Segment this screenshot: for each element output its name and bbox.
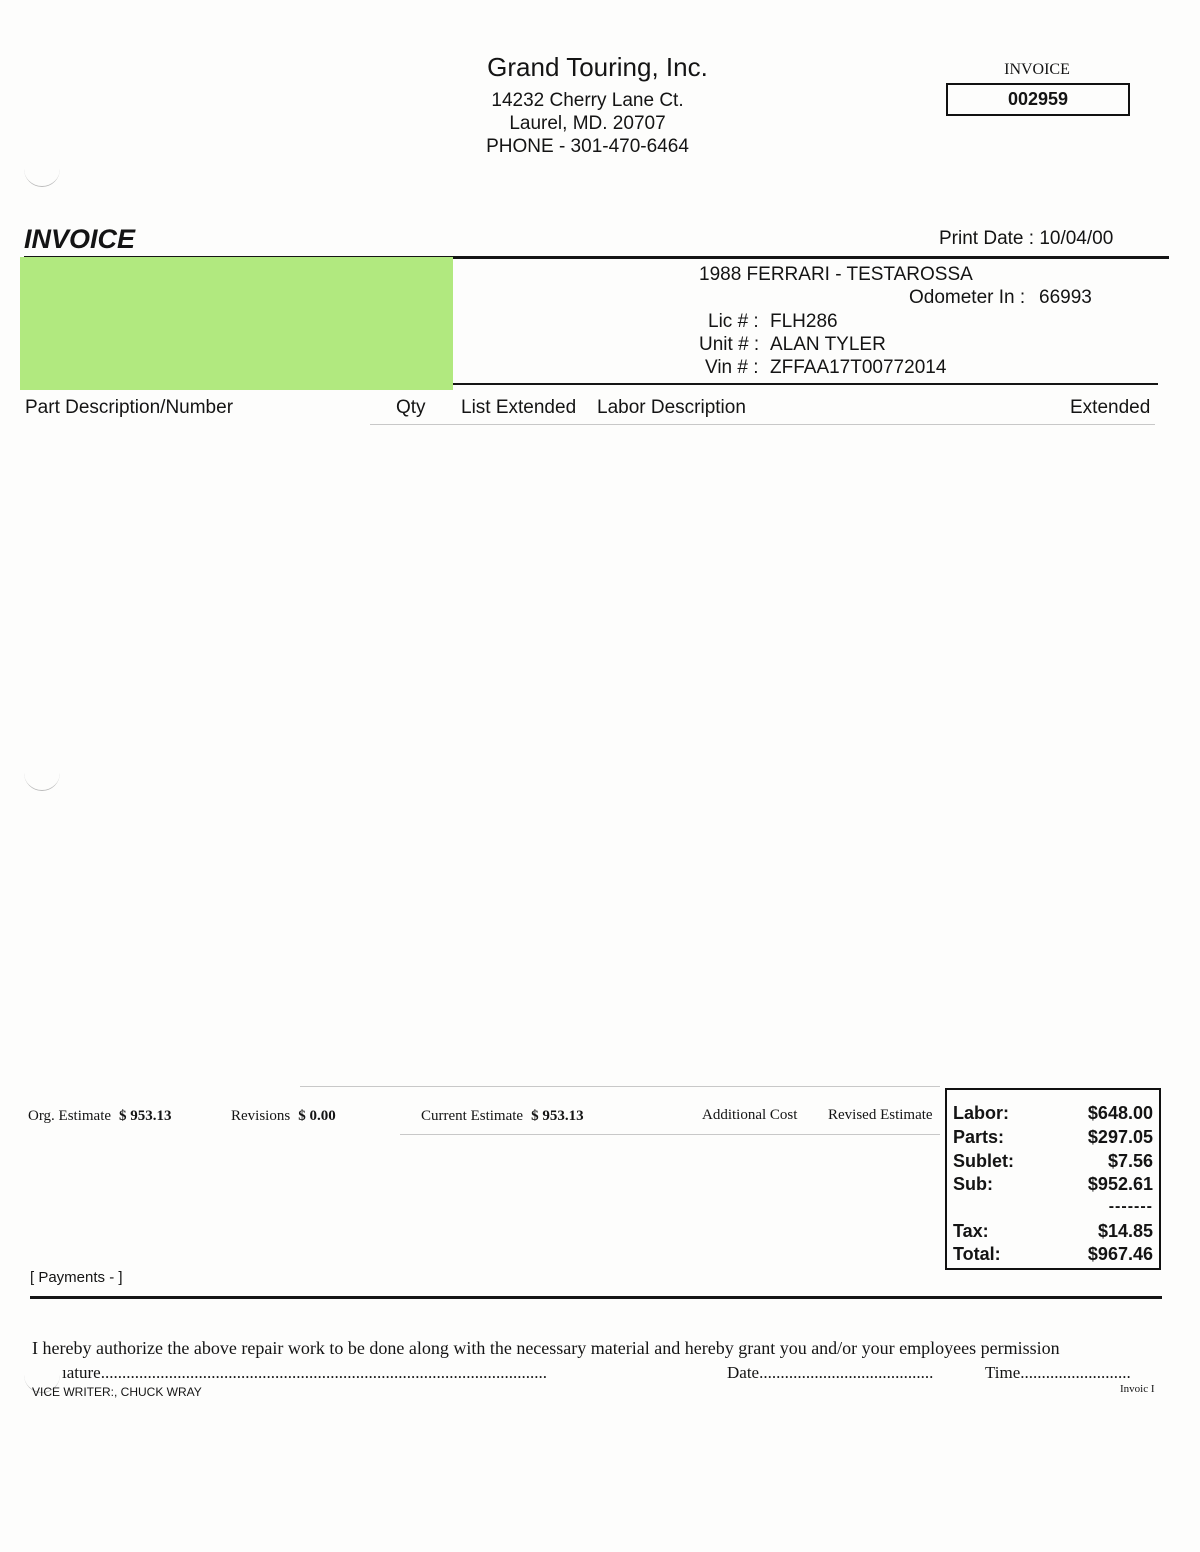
vin-value: ZFFAA17T00772014	[770, 357, 947, 378]
tax-label: Tax:	[953, 1221, 989, 1241]
column-extended: Extended	[1070, 397, 1151, 418]
service-writer: VICE WRITER:, CHUCK WRAY	[32, 1385, 202, 1399]
column-list-extended: List Extended	[461, 397, 577, 418]
odometer-label: Odometer In :	[909, 287, 1026, 308]
revisions	[231, 1108, 336, 1125]
tax-value: $14.85	[1097, 1221, 1153, 1241]
parts-label: Parts:	[953, 1127, 1005, 1147]
column-labor-description: Labor Description	[597, 397, 746, 418]
invoice-box-label: INVOICE	[1004, 61, 1070, 78]
current-estimate	[421, 1108, 584, 1125]
binder-hole-middle	[24, 772, 60, 791]
estimate-top-rule	[300, 1086, 940, 1087]
payments: [ Payments - ]	[30, 1269, 123, 1286]
lic-value: FLH286	[770, 311, 838, 332]
vin-label: Vin # :	[705, 357, 759, 378]
sub-label: Sub:	[953, 1174, 993, 1194]
org-estimate-label: Org. Estimate	[28, 1108, 112, 1124]
payments-rule	[30, 1296, 1162, 1299]
print-date: Print Date : 10/04/00	[939, 228, 1114, 249]
authorization-text: I hereby authorize the above repair work to be done along with the necessary material and hereby grant you and/or your employees permission	[32, 1338, 1060, 1358]
unit-label: Unit # :	[699, 334, 760, 355]
column-part-description: Part Description/Number	[25, 397, 234, 418]
invoice-number: 002959	[946, 83, 1130, 116]
redacted-customer-block	[20, 257, 453, 390]
revised-estimate-label: Revised Estimate	[828, 1107, 933, 1123]
unit-value: ALAN TYLER	[770, 334, 886, 355]
total-value: $967.46	[1087, 1244, 1153, 1264]
additional-cost-label: Additional Cost	[702, 1107, 798, 1123]
signature-line: ıature.........................................................................................................	[62, 1363, 547, 1382]
sublet-value: $7.56	[1107, 1151, 1153, 1171]
company-address-line2: Laurel, MD. 20707	[509, 113, 666, 134]
labor-label: Labor:	[953, 1103, 1009, 1123]
revisions-label: Revisions	[231, 1108, 291, 1124]
column-qty: Qty	[396, 397, 426, 418]
vehicle-bottom-rule	[453, 383, 1158, 385]
vehicle-model: 1988 FERRARI - TESTAROSSA	[699, 264, 973, 285]
revisions-value: $ 0.00	[298, 1108, 336, 1124]
time-line: Time..........................	[985, 1363, 1131, 1382]
date-line: Date.........................................	[727, 1363, 934, 1382]
footer-form-code: Invoic I	[1120, 1383, 1155, 1395]
lic-label: Lic # :	[708, 311, 759, 332]
total-label: Total:	[953, 1244, 1001, 1264]
current-estimate-value: $ 953.13	[531, 1108, 584, 1124]
odometer-value: 66993	[1039, 287, 1092, 308]
totals-separator: -------	[1108, 1198, 1153, 1215]
sub-value: $952.61	[1087, 1174, 1153, 1194]
parts-value: $297.05	[1087, 1127, 1153, 1147]
estimate-bottom-rule	[400, 1134, 940, 1135]
current-estimate-label: Current Estimate	[421, 1108, 524, 1124]
labor-value: $648.00	[1087, 1103, 1153, 1123]
sublet-label: Sublet:	[953, 1151, 1014, 1171]
company-address-line1: 14232 Cherry Lane Ct.	[491, 90, 684, 111]
company-name: Grand Touring, Inc.	[487, 52, 708, 82]
org-estimate	[28, 1108, 172, 1125]
invoice-title: INVOICE	[24, 224, 136, 254]
totals-box	[945, 1088, 1161, 1270]
org-estimate-value: $ 953.13	[119, 1108, 172, 1124]
company-phone: PHONE - 301-470-6464	[486, 136, 689, 157]
column-header-rule	[370, 424, 1155, 425]
binder-hole-top	[24, 168, 60, 187]
